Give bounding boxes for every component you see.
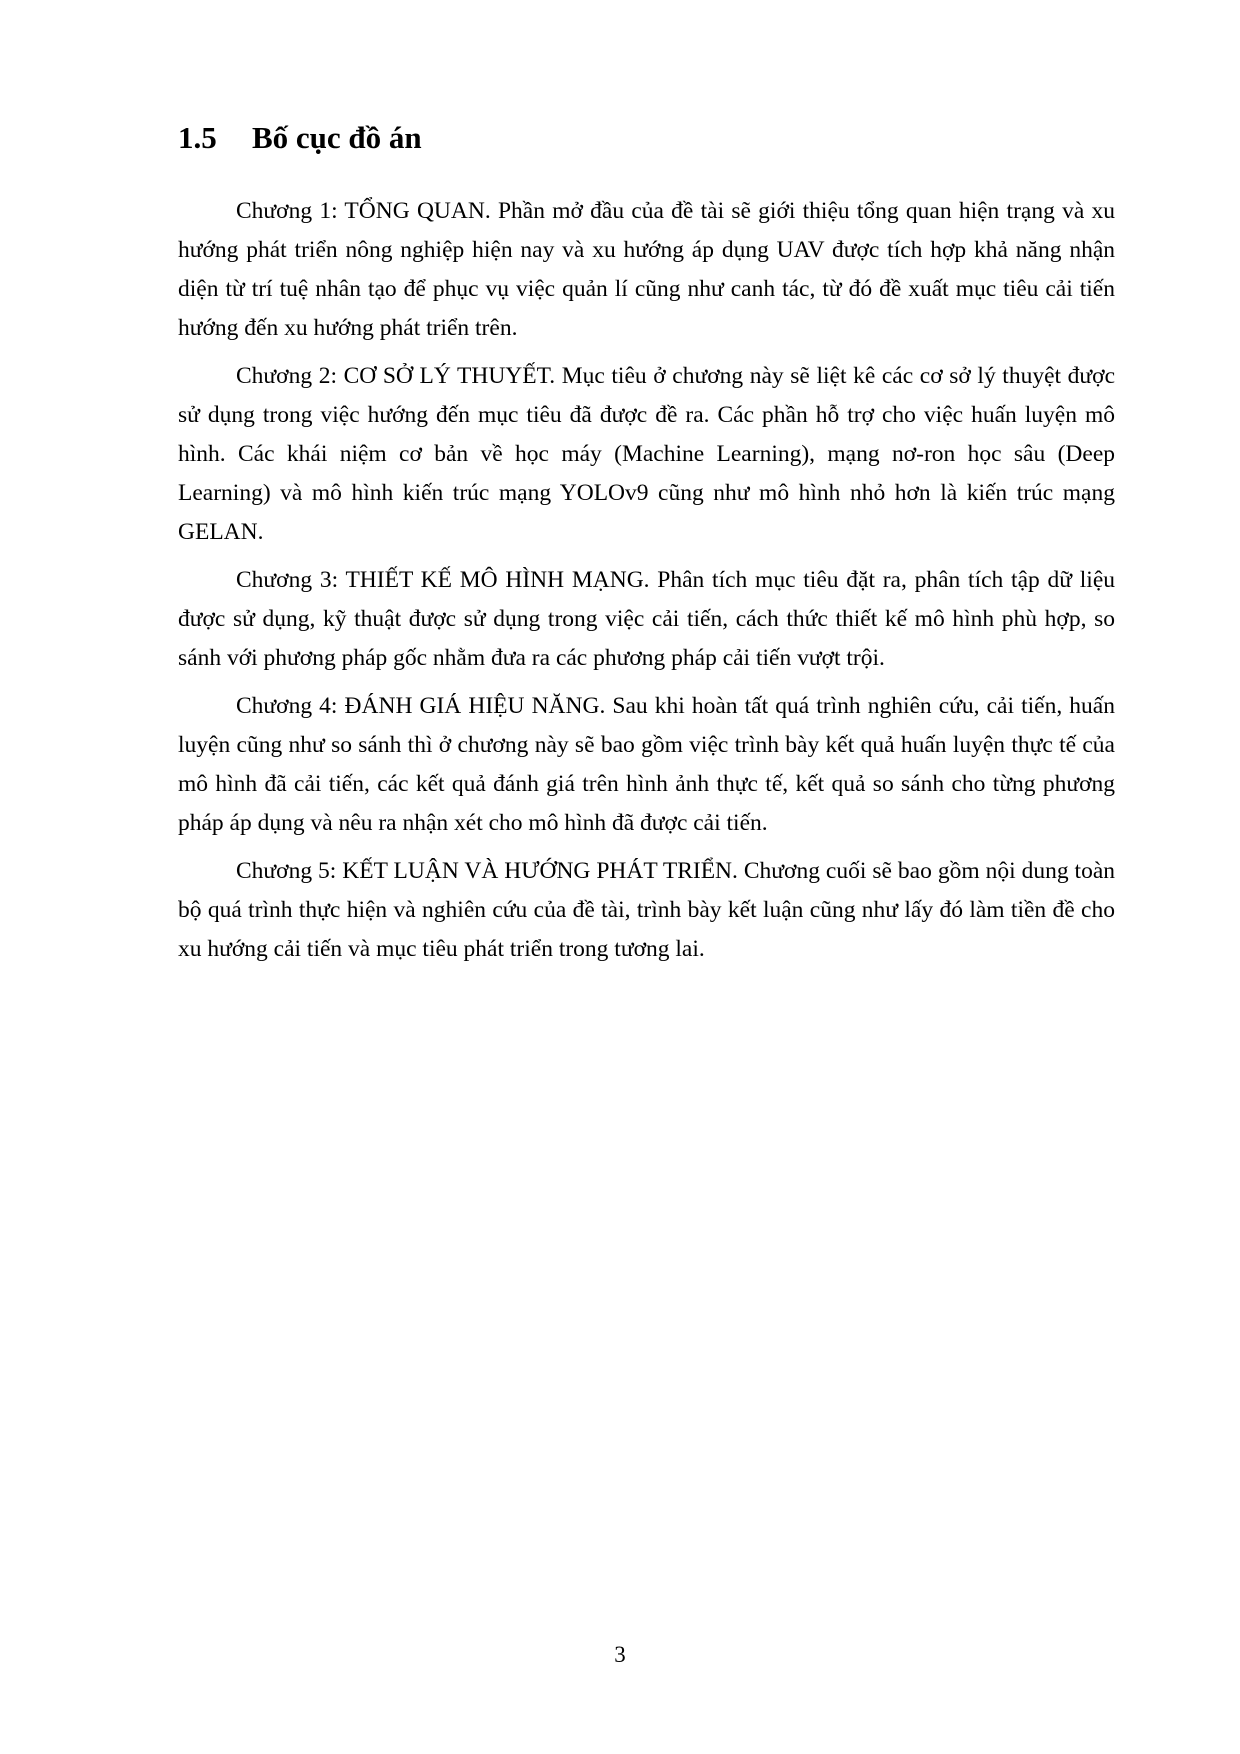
body-text	[178, 192, 1115, 978]
paragraph-chapter-3: Chương 3: THIẾT KẾ MÔ HÌNH MẠNG. Phân tích mục tiêu đặt ra, phân tích tập dữ liệu được sử dụng, kỹ thuật được sử dụng trong việc cải tiến, cách thức thiết kế mô hình phù hợp, so sánh với phương pháp gốc nhằm đưa ra các phương pháp cải tiến vượt trội.	[178, 567, 1115, 671]
section-heading	[178, 118, 422, 158]
paragraph-chapter-1: Chương 1: TỔNG QUAN. Phần mở đầu của đề tài sẽ giới thiệu tổng quan hiện trạng và xu hướng phát triển nông nghiệp hiện nay và xu hướng áp dụng UAV được tích hợp khả năng nhận diện từ trí tuệ nhân tạo để phục vụ việc quản lí cũng như canh tác, từ đó đề xuất mục tiêu cải tiến hướng đến xu hướng phát triển trên.	[178, 198, 1115, 341]
paragraph-chapter-4: Chương 4: ĐÁNH GIÁ HIỆU NĂNG. Sau khi hoàn tất quá trình nghiên cứu, cải tiến, huấn luyện cũng như so sánh thì ở chương này sẽ bao gồm việc trình bày kết quả huấn luyện thực tế của mô hình đã cải tiến, các kết quả đánh giá trên hình ảnh thực tế, kết quả so sánh cho từng phương pháp áp dụng và nêu ra nhận xét cho mô hình đã được cải tiến.	[178, 693, 1115, 836]
paragraph-chapter-2: Chương 2: CƠ SỞ LÝ THUYẾT. Mục tiêu ở chương này sẽ liệt kê các cơ sở lý thuyệt được sử dụng trong việc hướng đến mục tiêu đã được đề ra. Các phần hỗ trợ cho việc huấn luyện mô hình. Các khái niệm cơ bản về học máy (Machine Learning), mạng nơ-ron học sâu (Deep Learning) và mô hình kiến trúc mạng YOLOv9 cũng như mô hình nhỏ hơn là kiến trúc mạng GELAN.	[178, 363, 1115, 545]
paragraph-chapter-5: Chương 5: KẾT LUẬN VÀ HƯỚNG PHÁT TRIỂN. Chương cuối sẽ bao gồm nội dung toàn bộ quá trình thực hiện và nghiên cứu của đề tài, trình bày kết luận cũng như lấy đó làm tiền đề cho xu hướng cải tiến và mục tiêu phát triển trong tương lai.	[178, 858, 1115, 962]
page-number: 3	[614, 1642, 626, 1667]
section-number: 1.5	[178, 120, 217, 155]
section-title: Bố cục đồ án	[252, 120, 422, 155]
